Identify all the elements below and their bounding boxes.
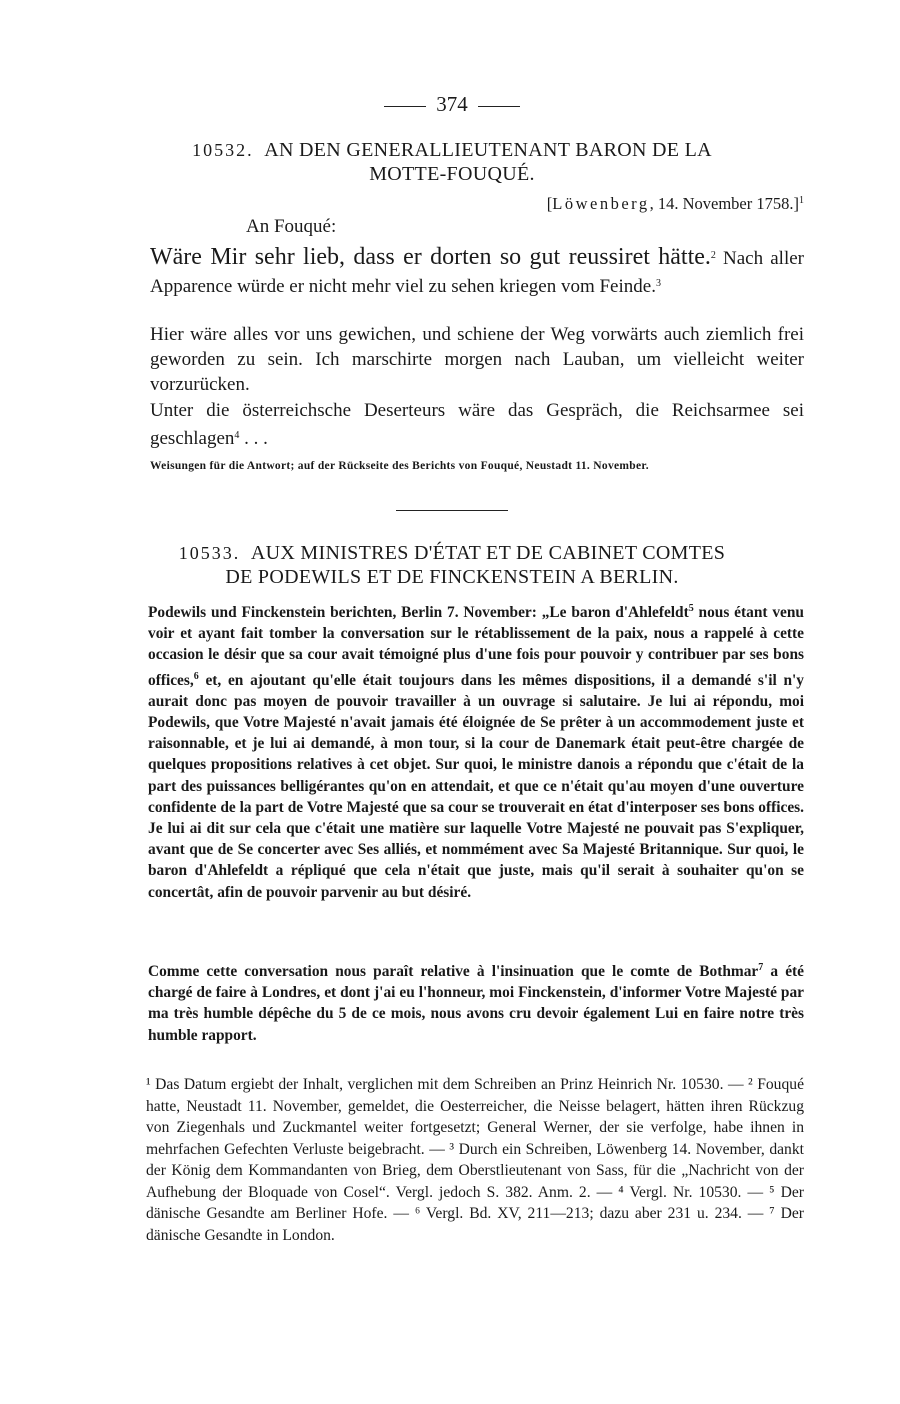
- letter1-title-line1: AN DEN GENERALLIEUTENANT BARON DE LA: [264, 139, 712, 161]
- letter2-report-paragraph-2: Comme cette conversation nous paraît relative à l'insinuation que le comte de Bothmar$^7$ a été chargé de faire à Londres, et dont j'ai eu l'honneur, moi Finckenstein, d'informer Votre Majesté par ma très humble dépêche du 5 de ce mois, nous avons cru devoir également Lui en faire notre très humble rapport.: [148, 962, 804, 1044]
- footnote-ref: 7: [758, 962, 764, 973]
- letter1-title-line2: MOTTE-FOUQUÉ.: [369, 163, 535, 185]
- footnote-ref: 2: [710, 250, 716, 261]
- letter1-paragraph-2: Hier wäre alles vor uns gewichen, und schiene der Weg vorwärts auch ziemlich frei geworden zu sein. Ich marschirte morgen nach Lauban, um vielleicht weiter vorzurücken.: [150, 324, 804, 395]
- section-divider: [396, 510, 508, 511]
- letter2-title-line1: AUX MINISTRES D'ÉTAT ET DE CABINET COMTES: [250, 542, 726, 564]
- letter1-heading: [100, 138, 804, 186]
- footnote-ref: 3: [655, 278, 661, 289]
- letter1-number: 10532.: [192, 140, 254, 160]
- footnote-ref: 4: [234, 430, 240, 441]
- letter2-number: 10533.: [178, 543, 241, 563]
- letter1-instructions: Weisungen für die Antwort; auf der Rückseite des Berichts von Fouqué, Neustadt 11. November.: [150, 460, 649, 472]
- dash-left: [384, 106, 426, 107]
- letter1-salutation: An Fouqué:: [246, 216, 337, 237]
- dateline-place: Löwenberg: [552, 194, 650, 213]
- footnote-ref: 1: [799, 195, 804, 206]
- letter2-title-line2: DE PODEWILS ET DE FINCKENSTEIN A BERLIN.: [225, 566, 679, 588]
- letter1-dateline: [Löwenberg, 14. November 1758.]$^1$: [546, 194, 804, 213]
- letter2-report-paragraph-1: Podewils und Finckenstein berichten, Berlin 7. November: „Le baron d'Ahlefeldt$^5$ nous étant venu voir et ayant fait tomber la conversation sur le rétablissement de la paix, nous a rappelé à cette occasion le désir que sa cour avait témoigné plus d'une fois pour pouvoir y contribuer par ses bons offices,$^6$ et, en ajoutant qu'elle était toujours dans les mêmes dispositions, il a demandé s'il n'y aurait donc pas moyen de pouvoir travailler à un ouvrage si salutaire. Je lui ai répondu, moi Podewils, que Votre Majesté n'avait jamais été éloignée de Se prêter à un accommodement juste et raisonnable, et je lui ai demandé, à mon tour, si la cour de Danemark était peut-être chargée de quelques propositions relatives à cet objet. Sur quoi, le ministre danois a répondu que c'était de la part des puissances belligérantes qu'on en attendait, et que ce n'était qu'au moyen d'une ouverture confidente de la part de Votre Majesté que sa cour se trouverait en état d'interposer ses bons offices. Je lui ai dit sur cela que c'était une matière sur laquelle Votre Majesté ne pouvait pas S'expliquer, avant que de Se concerter avec Ses alliés, et nommément avec Sa Majesté Britannique. Sur quoi, le baron d'Ahlefeldt a répliqué que cela n'était que juste, mais qu'il serait à souhaiter qu'on se concertât, afin de pouvoir parvenir au but désiré.: [148, 603, 804, 901]
- footnotes: ¹ Das Datum ergiebt der Inhalt, verglichen mit dem Schreiben an Prinz Heinrich Nr. 10530. — ² Fouqué hatte, Neustadt 11. November, gemeldet, die Oesterreicher, die Neisse belagert, hätten ihren Rückzug von Ziegenhals und Zuckmantel weiter fortgesetzt; General Werner, der sie verfolge, habe ihnen in mehrfachen Gefechten Verluste beigebracht. — ³ Durch ein Schreiben, Löwenberg 14. November, dankt der König dem Kommandanten von Brieg, dem Oberstlieutenant von Sass, für die „Nachricht von der Aufhebung der Bloquade von Cosel“. Vergl. jedoch S. 382. Anm. 2. — ⁴ Vergl. Nr. 10530. — ⁵ Der dänische Gesandte am Berliner Hofe. — ⁶ Vergl. Bd. XV, 211—213; dazu aber 231 u. 234. — ⁷ Der dänische Gesandte in London.: [146, 1076, 804, 1244]
- letter1-paragraph-3: Unter die österreichsche Deserteurs wäre das Gespräch, die Reichsarmee sei geschlagen$^4$ . . .: [150, 400, 804, 449]
- page-number: 374: [100, 92, 804, 117]
- letter1-paragraph-1: Wäre Mir sehr lieb, dass er dorten so gut reussiret hätte.$^2$ Nach aller Apparence würde er nicht mehr viel zu sehen kriegen vom Feinde.$^3$: [150, 244, 804, 297]
- footnote-ref: 6: [193, 670, 199, 682]
- footnote-ref: 5: [688, 603, 694, 614]
- letter2-heading: [100, 541, 804, 589]
- dash-right: [478, 106, 520, 107]
